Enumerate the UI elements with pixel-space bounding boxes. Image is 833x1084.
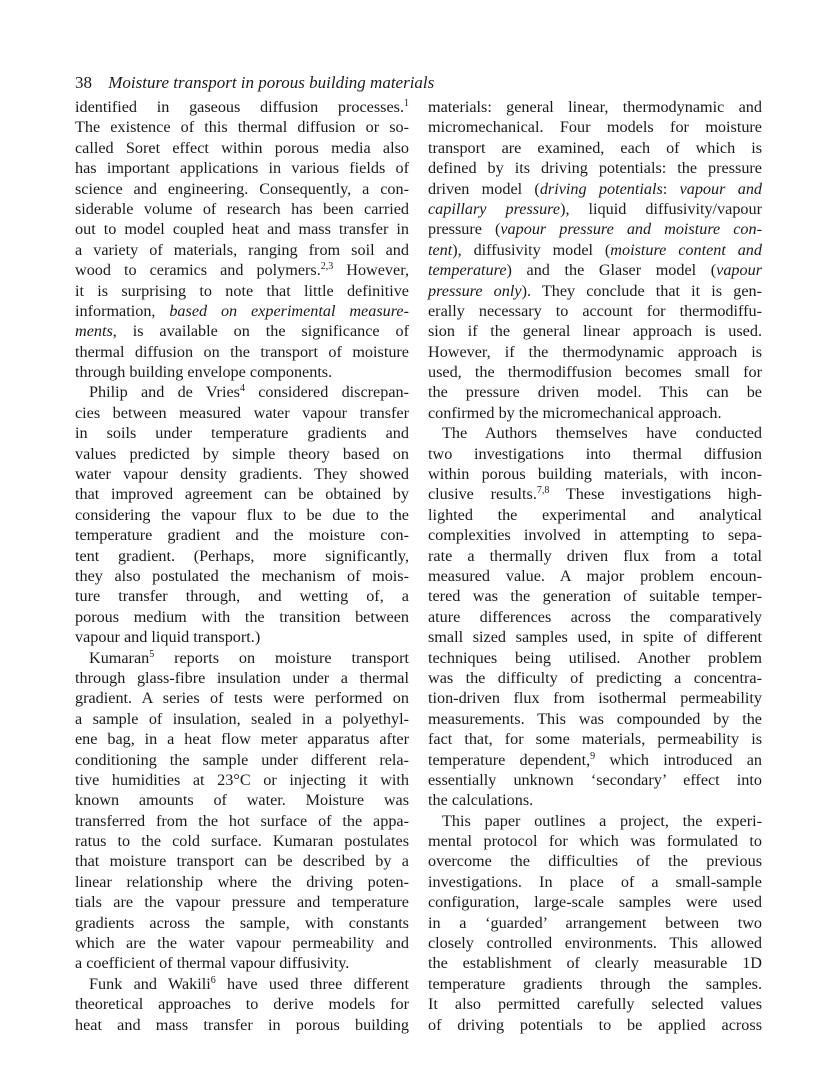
text-run: two investigations into thermal diffusion	[428, 444, 762, 463]
text-line	[75, 729, 409, 749]
text-run: values predicted by simple theory based on	[75, 444, 409, 463]
text-line	[75, 444, 409, 464]
text-run: :	[662, 179, 680, 198]
text-run: information,	[75, 301, 170, 320]
text-line	[75, 199, 409, 219]
text-run: temperature gradients through the samples.	[428, 974, 762, 993]
text-run: reports on moisture transport	[154, 648, 409, 667]
text-line	[75, 750, 409, 770]
text-run: ture transfer through, and wetting of, a	[75, 587, 409, 606]
text-line	[428, 464, 762, 484]
reference-superscript: 5	[149, 648, 155, 660]
text-line	[428, 729, 762, 749]
text-line	[75, 627, 409, 647]
text-run: essentially unknown ‘secondary’ effect into	[428, 770, 762, 789]
text-line	[428, 831, 762, 851]
text-run: The existence of this thermal diffusion or so-	[75, 118, 409, 137]
text-run: ), diffusivity model (	[452, 240, 611, 259]
text-run: closely controlled environments. This allowed	[428, 934, 762, 953]
text-run: clusive results.	[428, 485, 537, 504]
text-line	[75, 770, 409, 790]
text-line	[428, 607, 762, 627]
running-title: Moisture transport in porous building materials	[108, 73, 435, 92]
text-run: measurements. This was compounded by the	[428, 709, 762, 728]
italic-text-run: tent	[428, 240, 453, 259]
text-line	[75, 179, 409, 199]
text-line	[428, 953, 762, 973]
text-line	[428, 627, 762, 647]
text-line	[428, 770, 762, 790]
text-run: conditioning the sample under different rela-	[75, 750, 409, 769]
text-line	[75, 709, 409, 729]
italic-text-run: vapour pressure and moisture con-	[500, 220, 762, 239]
text-run: they also postulated the mechanism of mois-	[75, 566, 409, 585]
text-run: it is surprising to note that little definitive	[75, 281, 409, 300]
text-run: investigations. In place of a small-sample	[428, 872, 762, 891]
text-line	[428, 566, 762, 586]
text-line	[75, 913, 409, 933]
text-line	[428, 709, 762, 729]
text-run: known amounts of water. Moisture was	[75, 791, 409, 810]
text-run: transferred from the hot surface of the appa-	[75, 811, 409, 830]
text-run: However,	[333, 261, 409, 280]
text-line	[428, 219, 762, 239]
text-line	[75, 403, 409, 423]
text-line	[75, 484, 409, 504]
text-run: which introduced an	[595, 750, 762, 769]
text-run: considered discrepan-	[244, 383, 409, 402]
text-run: ) and the Glaser model (	[506, 261, 717, 280]
text-run: mental protocol for which was formulated to	[428, 832, 762, 851]
text-run: that improved agreement can be obtained by	[75, 485, 409, 504]
text-run: through building envelope components.	[75, 363, 333, 382]
text-run: temperature gradient and the moisture con-	[75, 526, 409, 545]
text-run: the calculations.	[428, 791, 534, 810]
text-line	[428, 240, 762, 260]
text-run: cies between measured water vapour transfer	[75, 403, 409, 422]
text-line	[428, 342, 762, 362]
text-run: tered was the generation of suitable temper-	[428, 587, 762, 606]
text-run: water vapour density gradients. They showed	[75, 465, 409, 484]
text-run: which are the water vapour permeability and	[75, 934, 409, 953]
text-line	[75, 933, 409, 953]
text-line	[75, 219, 409, 239]
text-run: tials are the vapour pressure and temperature	[75, 893, 409, 912]
text-run: This paper outlines a project, the experi-	[442, 811, 762, 830]
text-run: ), liquid diffusivity/vapour	[560, 199, 762, 218]
italic-text-run: based on experimental measure-	[169, 301, 409, 320]
text-run: through glass-fibre insulation under a thermal	[75, 668, 409, 687]
italic-text-run: temperature	[428, 261, 507, 280]
text-run: rate a thermally driven flux from a total	[428, 546, 762, 565]
text-column-left	[75, 97, 409, 1035]
text-run: confirmed by the micromechanical approach.	[428, 403, 722, 422]
text-run: wood to ceramics and polymers.	[75, 261, 321, 280]
text-line	[75, 158, 409, 178]
text-run: theoretical approaches to derive models for	[75, 995, 409, 1014]
text-line	[428, 811, 762, 831]
text-line	[428, 994, 762, 1014]
running-header	[75, 73, 434, 93]
text-line	[428, 688, 762, 708]
text-run: in soils under temperature gradients and	[75, 424, 409, 443]
text-line	[428, 790, 762, 810]
text-line	[75, 790, 409, 810]
text-line	[428, 933, 762, 953]
text-line	[75, 240, 409, 260]
text-run: a coefficient of thermal vapour diffusivity.	[75, 954, 350, 973]
text-line	[75, 566, 409, 586]
text-run: erally necessary to account for thermodiffu-	[428, 301, 762, 320]
text-line	[75, 281, 409, 301]
text-line	[428, 97, 762, 117]
text-line	[428, 546, 762, 566]
text-run: pressure (	[428, 220, 501, 239]
text-line	[75, 464, 409, 484]
text-line	[75, 648, 409, 668]
text-run: considering the vapour flux to be due to the	[75, 505, 409, 524]
italic-text-run: vapour	[716, 261, 762, 280]
italic-text-run: ments	[75, 322, 113, 341]
text-run: complexities involved in attempting to sepa-	[428, 526, 762, 545]
text-line	[75, 362, 409, 382]
text-run: was the difficulty of predicting a concentra-	[428, 668, 762, 687]
text-line	[75, 1015, 409, 1035]
text-line	[75, 525, 409, 545]
text-line	[75, 668, 409, 688]
text-run: overcome the difficulties of the previous	[428, 852, 762, 871]
text-line	[428, 586, 762, 606]
text-line	[428, 1015, 762, 1035]
text-run: Kumaran	[89, 648, 150, 667]
page-number: 38	[75, 73, 92, 92]
text-run: identified in gaseous diffusion processes.	[75, 98, 404, 116]
text-line	[428, 750, 762, 770]
text-line	[75, 117, 409, 137]
text-run: in a ‘guarded’ arrangement between two	[428, 913, 762, 932]
text-line	[428, 179, 762, 199]
text-run: of driving potentials to be applied across	[428, 1015, 762, 1034]
text-run: science and engineering. Consequently, a con-	[75, 179, 409, 198]
text-line	[75, 851, 409, 871]
text-line	[428, 423, 762, 443]
text-line	[75, 872, 409, 892]
text-run: Funk and Wakili	[89, 974, 211, 993]
italic-text-run: pressure only	[428, 281, 522, 300]
text-run: measured value. A major problem encoun-	[428, 566, 762, 585]
text-run: driven model (	[428, 179, 540, 198]
text-run: ratus to the cold surface. Kumaran postulates	[75, 832, 409, 851]
reference-superscript: 2,3	[320, 261, 334, 273]
text-column-right	[428, 97, 762, 1035]
text-line	[428, 403, 762, 423]
text-line	[428, 260, 762, 280]
text-line	[428, 301, 762, 321]
text-line	[75, 505, 409, 525]
text-line	[428, 505, 762, 525]
italic-text-run: capillary pressure	[428, 199, 561, 218]
text-line	[428, 974, 762, 994]
text-run: ene bag, in a heat flow meter apparatus after	[75, 730, 409, 749]
text-run: materials: general linear, thermodynamic and	[428, 98, 762, 116]
text-run: fact that, for some materials, permeability is	[428, 730, 762, 749]
reference-superscript: 1	[404, 98, 409, 109]
text-line	[75, 260, 409, 280]
text-run: the establishment of clearly measurable 1D	[428, 954, 762, 973]
text-run: techniques being utilised. Another problem	[428, 648, 762, 667]
text-line	[75, 974, 409, 994]
text-line	[428, 281, 762, 301]
text-run: small sized samples used, in spite of different	[428, 628, 762, 647]
text-line	[428, 851, 762, 871]
text-line	[75, 688, 409, 708]
text-run: heat and mass transfer in porous building	[75, 1015, 409, 1034]
text-run: siderable volume of research has been carried	[75, 199, 409, 218]
text-run: linear relationship where the driving poten-	[75, 872, 409, 891]
text-line	[428, 158, 762, 178]
text-line	[428, 648, 762, 668]
text-line	[428, 362, 762, 382]
italic-text-run: moisture content and	[610, 240, 762, 259]
text-line	[75, 301, 409, 321]
text-run: These investigations high-	[549, 485, 762, 504]
text-line	[75, 586, 409, 606]
text-line	[75, 892, 409, 912]
text-run: gradients across the sample, with constants	[75, 913, 409, 932]
text-run: out to model coupled heat and mass transfer in	[75, 220, 409, 239]
reference-superscript: 7,8	[536, 485, 550, 497]
italic-text-run: vapour and	[679, 179, 763, 198]
reference-superscript: 6	[210, 974, 216, 986]
text-line	[428, 484, 762, 504]
text-run: transport are examined, each of which is	[428, 138, 762, 157]
text-line	[428, 913, 762, 933]
text-run: temperature dependent,	[428, 750, 591, 769]
text-line	[428, 525, 762, 545]
text-run: tion-driven flux from isothermal permeability	[428, 689, 762, 708]
text-run: It also permitted carefully selected values	[428, 995, 762, 1014]
text-line	[428, 444, 762, 464]
text-run: The Authors themselves have conducted	[442, 424, 762, 443]
text-run: , is available on the significance of	[112, 322, 409, 341]
text-run: tive humidities at 23°C or injecting it with	[75, 770, 409, 789]
text-line	[75, 97, 409, 117]
text-line	[75, 831, 409, 851]
text-line	[428, 872, 762, 892]
text-line	[428, 382, 762, 402]
text-run: has important applications in various fields of	[75, 159, 409, 178]
text-run: ature differences across the comparatively	[428, 607, 762, 626]
text-run: tent gradient. (Perhaps, more significantly,	[75, 546, 409, 565]
text-line	[75, 382, 409, 402]
text-run: porous medium with the transition between	[75, 607, 409, 626]
text-line	[75, 811, 409, 831]
reference-superscript: 4	[239, 383, 245, 395]
text-line	[428, 892, 762, 912]
text-line	[75, 423, 409, 443]
text-run: micromechanical. Four models for moisture	[428, 118, 762, 137]
text-run: Philip and de Vries	[89, 383, 240, 402]
text-line	[75, 138, 409, 158]
text-line	[75, 994, 409, 1014]
text-run: within porous building materials, with incon-	[428, 465, 762, 484]
text-line	[75, 546, 409, 566]
text-line	[428, 138, 762, 158]
text-line	[428, 199, 762, 219]
text-run: sion if the general linear approach is used.	[428, 322, 762, 341]
text-run: gradient. A series of tests were performed on	[75, 689, 409, 708]
italic-text-run: driving potentials	[539, 179, 663, 198]
text-run: ). They conclude that it is gen-	[521, 281, 762, 300]
text-run: the pressure driven model. This can be	[428, 383, 762, 402]
reference-superscript: 9	[590, 750, 596, 762]
text-line	[75, 953, 409, 973]
text-run: However, if the thermodynamic approach is	[428, 342, 762, 361]
text-run: called Soret effect within porous media also	[75, 138, 409, 157]
text-run: vapour and liquid transport.)	[75, 628, 261, 647]
text-run: that moisture transport can be described by a	[75, 852, 409, 871]
text-line	[428, 321, 762, 341]
text-run: a sample of insulation, sealed in a polyethyl-	[75, 709, 409, 728]
text-run: lighted the experimental and analytical	[428, 505, 762, 524]
text-line	[428, 117, 762, 137]
text-line	[428, 668, 762, 688]
text-line	[75, 342, 409, 362]
text-line	[75, 607, 409, 627]
text-line	[75, 321, 409, 341]
text-run: thermal diffusion on the transport of moisture	[75, 342, 409, 361]
text-run: have used three different	[215, 974, 410, 993]
text-run: configuration, large-scale samples were used	[428, 893, 762, 912]
text-run: defined by its driving potentials: the pressure	[428, 159, 762, 178]
text-run: a variety of materials, ranging from soil and	[75, 240, 409, 259]
text-run: used, the thermodiffusion becomes small for	[428, 363, 762, 382]
